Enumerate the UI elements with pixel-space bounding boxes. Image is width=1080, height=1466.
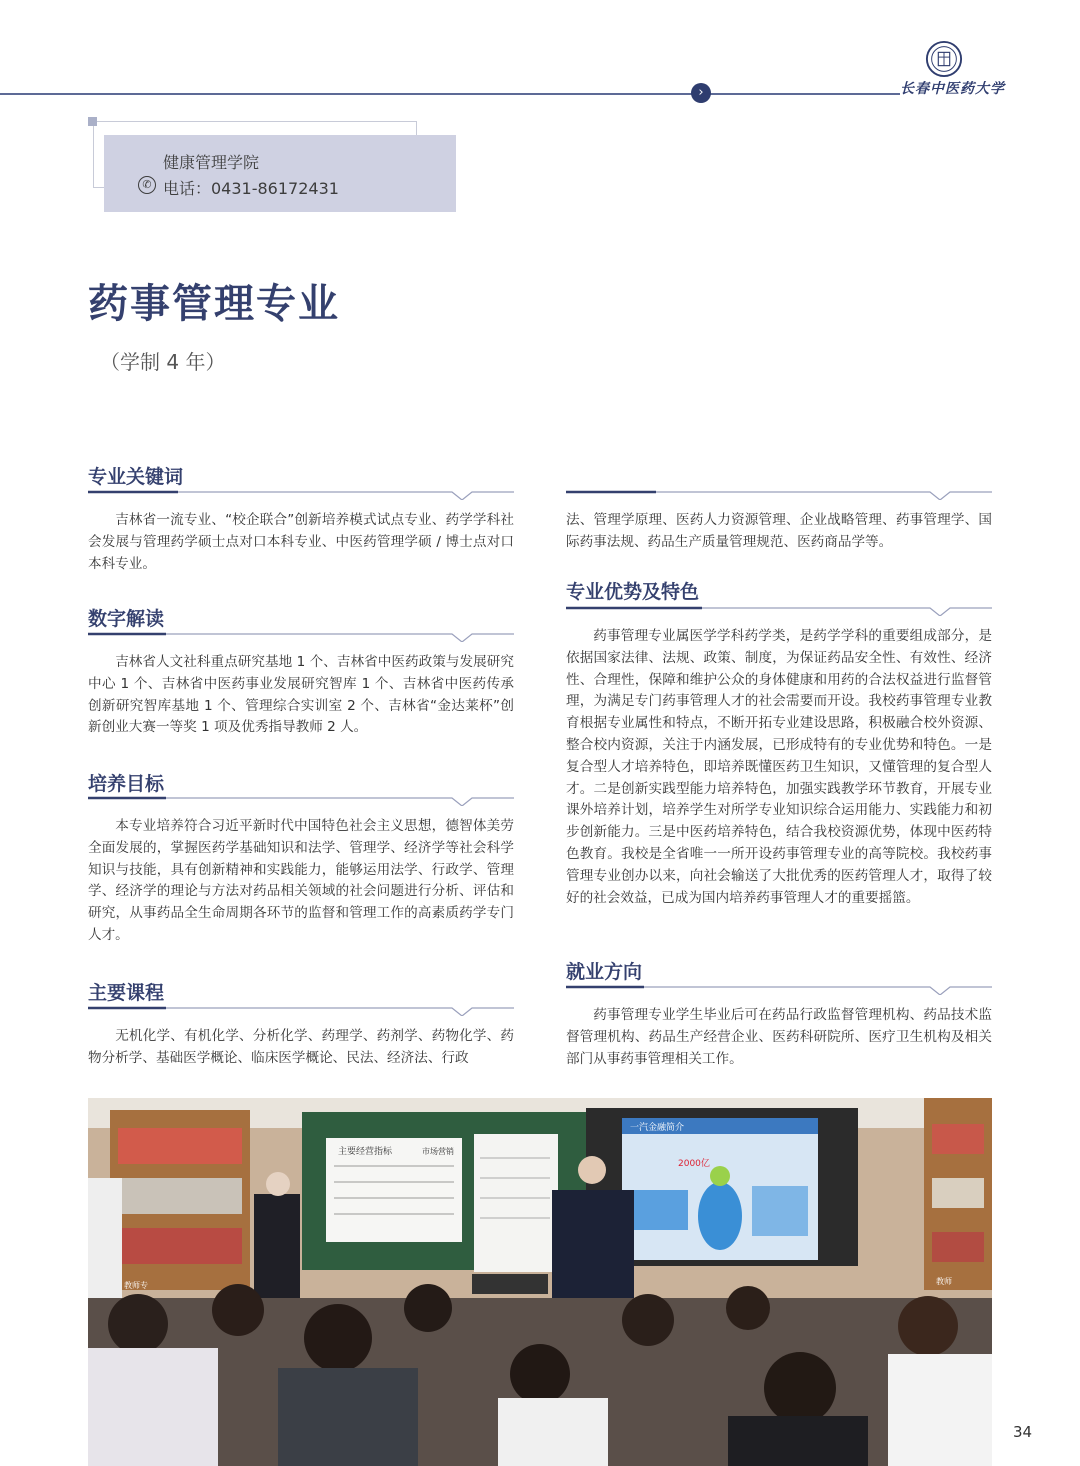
university-logo: [925, 40, 963, 78]
phone-icon: ✆: [138, 176, 156, 194]
courses-text: 无机化学、有机化学、分析化学、药理学、药剂学、药物化学、药物分析学、基础医学概论、临床医学概论、民法、经济法、行政: [88, 1028, 514, 1066]
section-title-goals: 培养目标: [88, 773, 165, 795]
keywords-text: 吉林省一流专业、“校企联合”创新培养模式试点专业、药学学科社会发展与管理药学硕士点对口本科专业、中医药管理学硕 / 博士点对口本科专业。: [88, 512, 514, 572]
section-title-advantages: 专业优势及特色: [566, 581, 700, 603]
page-number: 34: [1013, 1423, 1033, 1441]
screen-stat: 2000亿: [678, 1159, 710, 1169]
duration: （学制 4 年）: [100, 350, 226, 374]
contact-box-corner: [88, 117, 97, 126]
section-divider: [566, 490, 992, 500]
section-divider: [88, 1006, 514, 1016]
section-title-numbers: 数字解读: [88, 608, 165, 630]
section-divider: [88, 796, 514, 806]
university-name: 长春中医药大学: [900, 81, 1005, 97]
whiteboard-right: 市场营销: [422, 1147, 454, 1156]
header-rule: [0, 93, 900, 95]
advantages-text: 药事管理专业属医学学科药学类，是药学学科的重要组成部分，是依据国家法律、法规、政策、制度，为保证药品安全性、有效性、经济性、合理性，保障和维护公众的身体健康和用药的合法权益进行监督管理，为满足专门药事管理人才的社会需要而开设。我校药事管理专业教育根据专业属性和特点，不断开拓专业建设思路，积极融合校外资源、整合校内资源，关注于内涵发展，已形成特有的专业优势和特色。一是复合型人才培养特色，即培养既懂医药卫生知识，又懂管理的复合型人才。二是创新实践型能力培养特色，加强实践教学环节教育，开展专业课外培养计划，培养学生对所学专业知识综合运用能力、实践能力和初步创新能力。三是中医药培养特色，结合我校资源优势，体现中医药特色教育。我校是全省唯一一所开设药事管理专业的高等院校。我校药事管理专业创办以来，向社会输送了大批优秀的医药管理人才，取得了较好的社会效益，已成为国内培养药事管理人才的重要摇篮。: [566, 628, 992, 906]
page-title: 药事管理专业: [88, 281, 340, 327]
section-divider: [88, 490, 514, 500]
phone-number: 电话：0431-86172431: [163, 179, 339, 198]
section-divider: [566, 606, 992, 616]
careers-text: 药事管理专业学生毕业后可在药品行政监督管理机构、药品技术监督管理机构、药品生产经营企业、医药科研院所、医疗卫生机构及相关部门从事药事管理相关工作。: [566, 1007, 992, 1067]
sign-right: 教师: [936, 1277, 952, 1286]
section-title-courses: 主要课程: [88, 982, 165, 1004]
section-divider: [566, 985, 992, 995]
whiteboard-title: 主要经营指标: [338, 1147, 393, 1157]
courses-text-continued: 法、管理学原理、医药人力资源管理、企业战略管理、药事管理学、国际药事法规、药品生产质量管理规范、医药商品学等。: [566, 512, 992, 550]
college-name: 健康管理学院: [163, 153, 260, 172]
section-divider: [88, 632, 514, 642]
numbers-text: 吉林省人文社科重点研究基地 1 个、吉林省中医药政策与发展研究中心 1 个、吉林省中医药事业发展研究智库 1 个、吉林省中医药传承创新研究智库基地 1 个、管理综合实训室 2 个、吉林省“金达莱杯”创新创业大赛一等奖 1 项及优秀指导教师 2 人。: [88, 654, 514, 736]
chevron-right-icon: ›: [691, 83, 711, 103]
goals-text: 本专业培养符合习近平新时代中国特色社会主义思想，德智体美劳全面发展的，掌握医药学基础知识和法学、管理学、经济学等社会科学知识与技能，具有创新精神和实践能力，能够运用法学、行政学、管理学、经济学的理论与方法对药品相关领域的社会问题进行分析、评估和研究，从事药品全生命周期各环节的监督和管理工作的高素质药学专门人才。: [88, 818, 514, 943]
section-title-careers: 就业方向: [566, 961, 643, 983]
contact-box: [104, 135, 456, 212]
sign-left: 教师专: [124, 1281, 148, 1290]
classroom-photo: [88, 1098, 992, 1466]
screen-title: 一汽金融简介: [630, 1123, 685, 1133]
section-title-keywords: 专业关键词: [88, 466, 184, 488]
